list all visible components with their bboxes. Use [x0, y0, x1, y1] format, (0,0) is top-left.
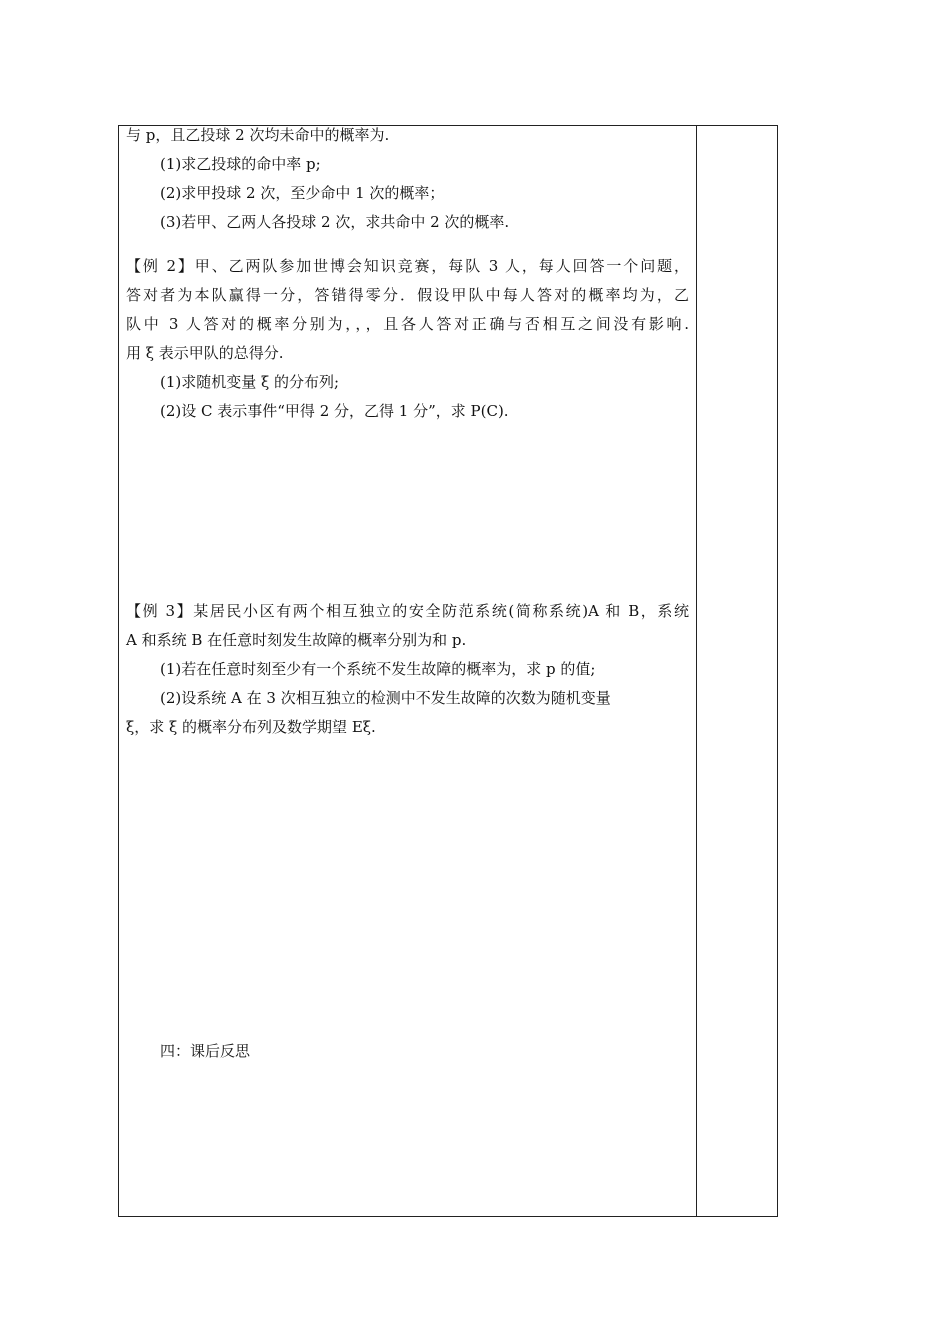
- intro-question-1: (1)求乙投球的命中率 p;: [160, 155, 321, 173]
- example-3-question-1: (1)若在任意时刻至少有一个系统不发生故障的概率为，求 p 的值;: [160, 660, 596, 678]
- example-2-question-2: (2)设 C 表示事件“甲得 2 分，乙得 1 分”，求 P(C).: [160, 402, 509, 420]
- intro-block: [126, 121, 689, 237]
- main-content: [126, 121, 689, 1060]
- column-divider: [696, 125, 697, 1217]
- example-3-question-2a: (2)设系统 A 在 3 次相互独立的检测中不发生故障的次数为随机变量: [160, 689, 611, 707]
- example-2: [126, 252, 689, 426]
- example-2-line-4: 用 ξ 表示甲队的总得分.: [126, 344, 284, 362]
- intro-continuation: 与 p，且乙投球 2 次均未命中的概率为.: [126, 126, 390, 144]
- example-3: [126, 597, 689, 742]
- example-2-question-1: (1)求随机变量 ξ 的分布列;: [160, 373, 340, 391]
- example-2-line-2: 答对者为本队赢得一分，答错得零分．假设甲队中每人答对的概率均为，乙: [126, 286, 689, 304]
- example-3-question-2b: ξ，求 ξ 的概率分布列及数学期望 Eξ.: [126, 718, 376, 736]
- example-3-line-1: 【例 3】某居民小区有两个相互独立的安全防范系统(简称系统)A 和 B，系统: [126, 602, 689, 620]
- example-2-line-3: 队中 3 人答对的概率分别为，，，且各人答对正确与否相互之间没有影响.: [126, 315, 689, 333]
- intro-question-3: (3)若甲、乙两人各投球 2 次，求共命中 2 次的概率.: [160, 213, 510, 231]
- example-2-line-1: 【例 2】甲、乙两队参加世博会知识竞赛，每队 3 人，每人回答一个问题，: [126, 257, 689, 275]
- intro-question-2: (2)求甲投球 2 次，至少命中 1 次的概率；: [160, 184, 445, 202]
- section-4-title: 四：课后反思: [160, 1042, 251, 1060]
- example-3-line-2: A 和系统 B 在任意时刻发生故障的概率分别为和 p.: [126, 631, 467, 649]
- section-4: [126, 1037, 689, 1066]
